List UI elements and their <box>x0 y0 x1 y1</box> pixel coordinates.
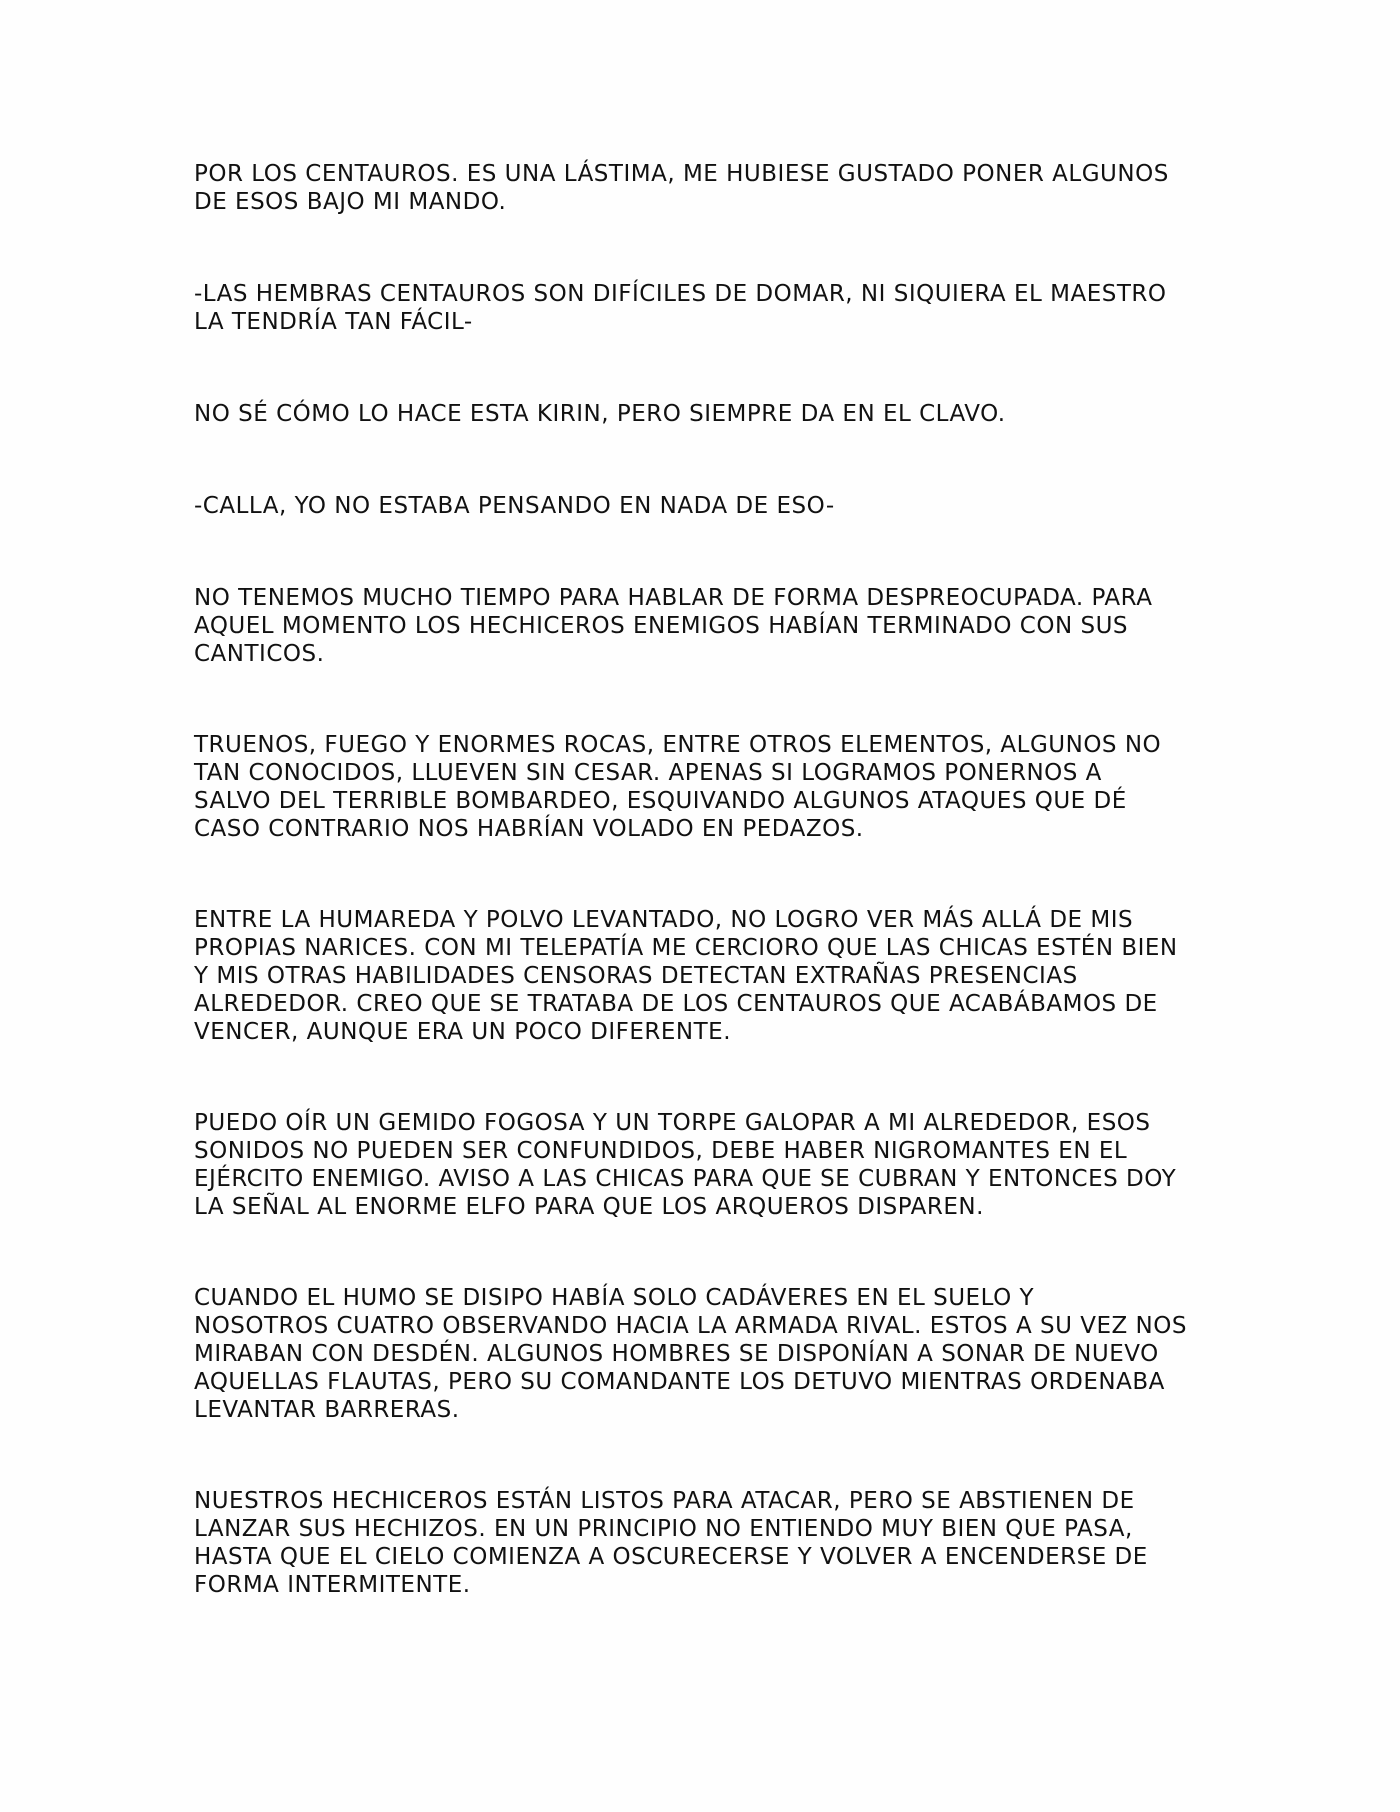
text-line: FORMA INTERMITENTE. <box>194 1572 471 1598</box>
paragraph-9 <box>194 1284 1214 1424</box>
text-line: HASTA QUE EL CIELO COMIENZA A OSCURECERSE Y VOLVER A ENCENDERSE DE <box>194 1544 1148 1570</box>
paragraph-2 <box>194 280 1214 336</box>
text-line: Y MIS OTRAS HABILIDADES CENSORAS DETECTAN EXTRAÑAS PRESENCIAS <box>194 963 1078 989</box>
text-line: EJÉRCITO ENEMIGO. AVISO A LAS CHICAS PARA QUE SE CUBRAN Y ENTONCES DOY <box>194 1166 1177 1192</box>
paragraph-4 <box>194 492 1214 520</box>
text-line: MIRABAN CON DESDÉN. ALGUNOS HOMBRES SE DISPONÍAN A SONAR DE NUEVO <box>194 1341 1159 1367</box>
paragraph-5 <box>194 584 1214 668</box>
text-line: POR LOS CENTAUROS. ES UNA LÁSTIMA, ME HUBIESE GUSTADO PONER ALGUNOS <box>194 161 1169 187</box>
text-line: PUEDO OÍR UN GEMIDO FOGOSA Y UN TORPE GALOPAR A MI ALREDEDOR, ESOS <box>194 1110 1151 1136</box>
text-line: -LAS HEMBRAS CENTAUROS SON DIFÍCILES DE DOMAR, NI SIQUIERA EL MAESTRO <box>194 281 1167 307</box>
text-line: SALVO DEL TERRIBLE BOMBARDEO, ESQUIVANDO ALGUNOS ATAQUES QUE DÉ <box>194 788 1127 814</box>
text-line: AQUELLAS FLAUTAS, PERO SU COMANDANTE LOS DETUVO MIENTRAS ORDENABA <box>194 1369 1165 1395</box>
text-line: CUANDO EL HUMO SE DISIPO HABÍA SOLO CADÁVERES EN EL SUELO Y <box>194 1285 1035 1311</box>
text-line: NO TENEMOS MUCHO TIEMPO PARA HABLAR DE FORMA DESPREOCUPADA. PARA <box>194 585 1153 611</box>
text-line: NO SÉ CÓMO LO HACE ESTA KIRIN, PERO SIEMPRE DA EN EL CLAVO. <box>194 401 1006 427</box>
paragraph-8 <box>194 1109 1214 1221</box>
paragraph-1 <box>194 160 1214 216</box>
paragraph-3 <box>194 400 1214 428</box>
text-line: LA SEÑAL AL ENORME ELFO PARA QUE LOS ARQUEROS DISPAREN. <box>194 1194 984 1220</box>
text-line: LANZAR SUS HECHIZOS. EN UN PRINCIPIO NO ENTIENDO MUY BIEN QUE PASA, <box>194 1516 1133 1542</box>
text-line: TAN CONOCIDOS, LLUEVEN SIN CESAR. APENAS SI LOGRAMOS PONERNOS A <box>194 760 1102 786</box>
paragraph-6 <box>194 731 1214 843</box>
text-line: NOSOTROS CUATRO OBSERVANDO HACIA LA ARMADA RIVAL. ESTOS A SU VEZ NOS <box>194 1313 1187 1339</box>
text-line: SONIDOS NO PUEDEN SER CONFUNDIDOS, DEBE HABER NIGROMANTES EN EL <box>194 1138 1128 1164</box>
text-line: PROPIAS NARICES. CON MI TELEPATÍA ME CERCIORO QUE LAS CHICAS ESTÉN BIEN <box>194 935 1178 961</box>
text-line: LA TENDRÍA TAN FÁCIL- <box>194 309 473 335</box>
text-line: LEVANTAR BARRERAS. <box>194 1397 460 1423</box>
text-line: CASO CONTRARIO NOS HABRÍAN VOLADO EN PEDAZOS. <box>194 816 864 842</box>
text-line: NUESTROS HECHICEROS ESTÁN LISTOS PARA ATACAR, PERO SE ABSTIENEN DE <box>194 1488 1135 1514</box>
text-line: CANTICOS. <box>194 641 325 667</box>
text-line: AQUEL MOMENTO LOS HECHICEROS ENEMIGOS HABÍAN TERMINADO CON SUS <box>194 613 1129 639</box>
text-line: VENCER, AUNQUE ERA UN POCO DIFERENTE. <box>194 1019 732 1045</box>
paragraph-7 <box>194 906 1214 1046</box>
paragraph-10 <box>194 1487 1214 1599</box>
text-line: TRUENOS, FUEGO Y ENORMES ROCAS, ENTRE OTROS ELEMENTOS, ALGUNOS NO <box>194 732 1162 758</box>
text-line: DE ESOS BAJO MI MANDO. <box>194 189 507 215</box>
text-line: -CALLA, YO NO ESTABA PENSANDO EN NADA DE ESO- <box>194 493 835 519</box>
text-line: ENTRE LA HUMAREDA Y POLVO LEVANTADO, NO LOGRO VER MÁS ALLÁ DE MIS <box>194 907 1134 933</box>
text-line: ALREDEDOR. CREO QUE SE TRATABA DE LOS CENTAUROS QUE ACABÁBAMOS DE <box>194 991 1158 1017</box>
